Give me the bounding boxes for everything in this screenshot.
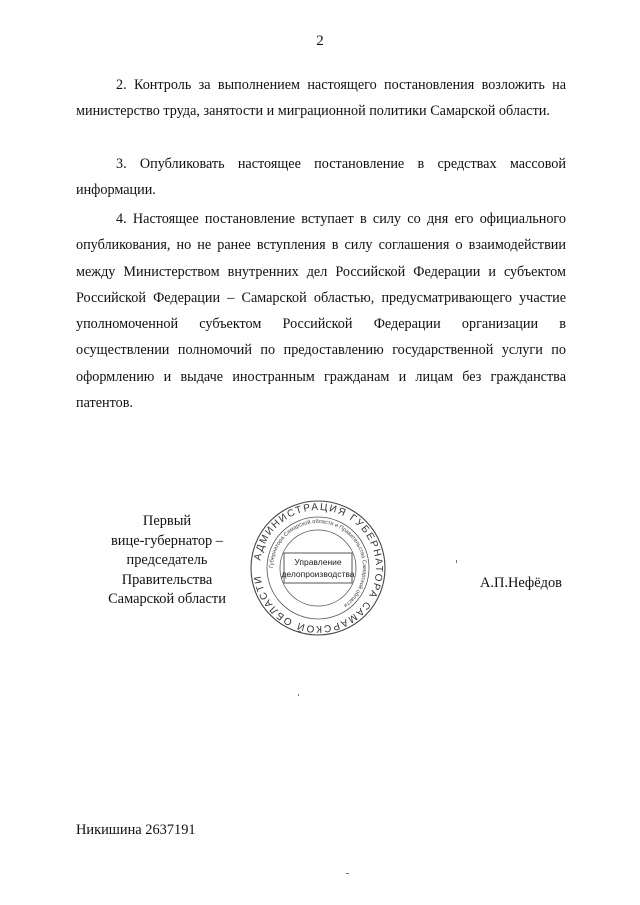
signatory-title-line-3: председатель Правительства [121, 552, 213, 588]
signatory-title-line-2: вице-губернатор – [111, 532, 223, 549]
seal-inner-text: Губернатора Самарской области и Правительства Самарской области [268, 518, 368, 609]
paragraph-4: 4. Настоящее постановление вступает в силу со дня его официального опубликования, но не ранее вступления в силу соглашения о взаимодействии между Министерством внутренних дел Российской Федерации и субъектом Российской Федерации – Самарской областью, предусматривающего участие уполномоченной субъектом Российской Федерации организации в осуществлении полномочий по предоставлению государственной услуги по оформлению и выдаче иностранным гражданам и лицам без гражданства патентов. [76, 211, 566, 412]
page-number: 2 [316, 33, 324, 49]
signatory-title [82, 512, 252, 610]
paragraph-2: 2. Контроль за выполнением настоящего постановления возложить на министерство труда, занятости и миграционной политики Самарской области. [76, 77, 566, 120]
seal-outer-text: АДМИНИСТРАЦИЯ ГУБЕРНАТОРА САМАРСКОЙ ОБЛАСТИ [252, 501, 385, 635]
scan-speck [346, 873, 349, 874]
signatory-title-line-1: Первый [142, 513, 192, 529]
scan-speck [456, 560, 457, 563]
executor-contact: Никишина 2637191 [76, 822, 196, 838]
signatory-title-line-4: Самарской области [108, 591, 226, 607]
signatory-name: А.П.Нефёдов [480, 575, 562, 591]
scan-speck [298, 694, 299, 696]
paragraph-3: 3. Опубликовать настоящее постановление в средствах массовой информации. [76, 156, 566, 199]
official-seal [248, 498, 388, 638]
seal-center-line-1: Управление [294, 557, 342, 567]
seal-center-line-2: делопроизводства [281, 569, 355, 579]
